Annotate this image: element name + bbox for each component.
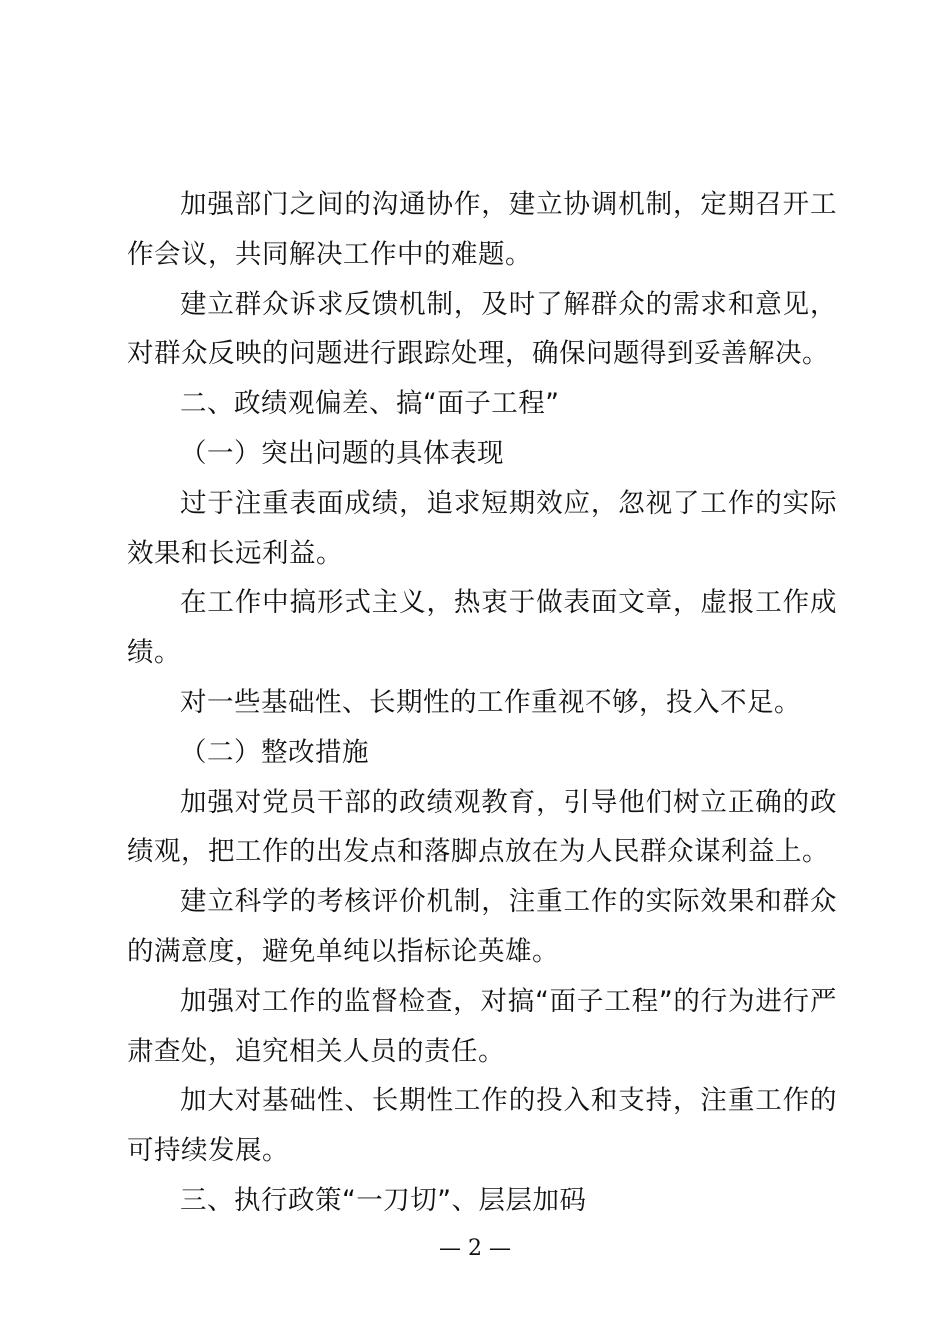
paragraph: 建立群众诉求反馈机制，及时了解群众的需求和意见，对群众反映的问题进行跟踪处理，确保问题得到妥善解决。: [127, 288, 837, 370]
paragraph: 加强对工作的监督检查，对搞“面子工程”的行为进行严肃查处，追究相关人员的责任。: [127, 985, 837, 1067]
paragraph: 过于注重表面成绩，追求短期效应，忽视了工作的实际效果和长远利益。: [127, 487, 837, 569]
paragraph: 加强对党员干部的政绩观教育，引导他们树立正确的政绩观，把工作的出发点和落脚点放在为人民群众谋利益上。: [127, 786, 837, 868]
document-body: [127, 180, 837, 1226]
subsection-heading: （一）突出问题的具体表现: [180, 437, 504, 469]
section-heading: 二、政绩观偏差、搞“面子工程”: [180, 388, 560, 420]
paragraph: 建立科学的考核评价机制，注重工作的实际效果和群众的满意度，避免单纯以指标论英雄。: [127, 886, 837, 967]
paragraph: 在工作中搞形式主义，热衷于做表面文章，虚报工作成绩。: [127, 587, 837, 669]
paragraph: 对一些基础性、长期性的工作重视不够，投入不足。: [180, 686, 801, 718]
section-heading: 三、执行政策“一刀切”、层层加码: [180, 1184, 587, 1216]
subsection-heading: （二）整改措施: [180, 736, 369, 768]
page-number: — 2 —: [439, 1236, 511, 1261]
paragraph: 加强部门之间的沟通协作，建立协调机制，定期召开工作会议，共同解决工作中的难题。: [127, 189, 837, 270]
paragraph: 加大对基础性、长期性工作的投入和支持，注重工作的可持续发展。: [127, 1085, 837, 1167]
